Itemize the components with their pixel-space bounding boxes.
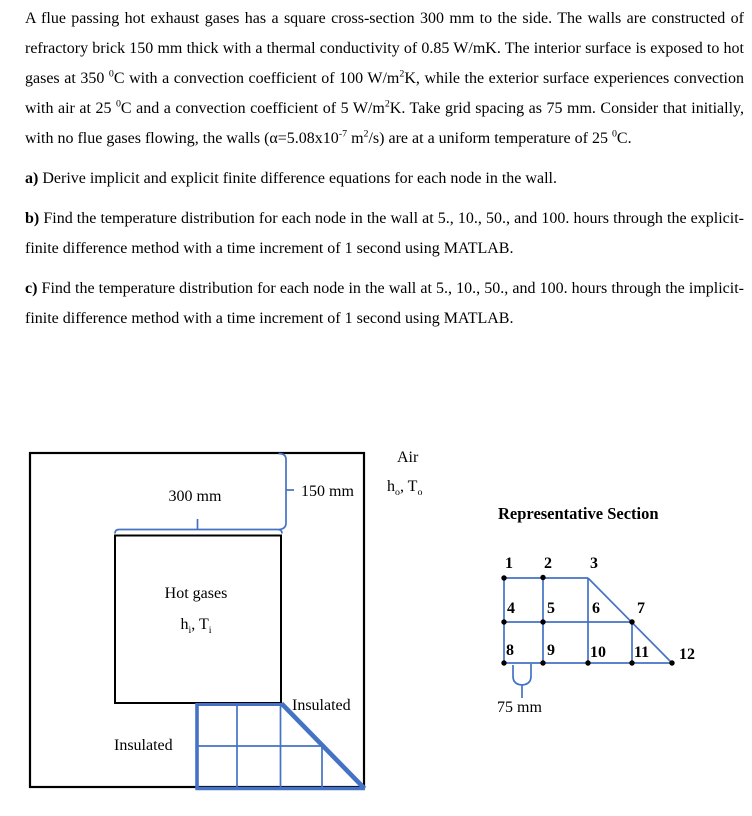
node-label-7: 7	[637, 600, 645, 617]
node-dot-7	[629, 619, 634, 624]
node-label-3: 3	[590, 555, 598, 572]
node-label-2: 2	[544, 555, 552, 572]
node-label-1: 1	[505, 555, 513, 572]
node-label-5: 5	[547, 600, 555, 617]
air-coefficient-label: $h_o$, $T_o$	[387, 478, 423, 499]
dim-150mm-brace	[279, 454, 287, 530]
dim-75mm-label: 75 mm	[497, 699, 542, 716]
part-c-text: Find the temperature distribution for each node in the wall at 5., 10., 50., and 100. hours through the implicit-finite difference method with a time increment of 1 second using MATLAB.	[25, 280, 744, 327]
hot-gases-coefficient-label: $h_i$, $T_i$	[180, 616, 212, 637]
node-dot-10	[585, 660, 590, 665]
node-dot-8	[501, 660, 506, 665]
node-dot-12	[669, 660, 674, 665]
node-dot-2	[540, 575, 545, 580]
node-label-11: 11	[634, 644, 650, 661]
part-c-label: c)	[25, 280, 38, 297]
dim-75mm-brace	[513, 664, 531, 698]
dim-300mm-label: 300 mm	[168, 488, 222, 505]
node-label-8: 8	[506, 642, 514, 659]
part-b-label: b)	[25, 210, 40, 227]
insulated-left-label: Insulated	[114, 737, 173, 754]
hot-gases-label: Hot gases	[164, 585, 228, 602]
node-label-4: 4	[507, 600, 515, 617]
insulated-right-label: Insulated	[292, 697, 351, 714]
node-label-10: 10	[590, 644, 606, 661]
part-b-text: Find the temperature distribution for each node in the wall at 5., 10., 50., and 100. hours through the explicit-finite difference method with a time increment of 1 second using MATLAB.	[25, 210, 744, 257]
node-dot-4	[501, 619, 506, 624]
node-dot-9	[540, 660, 545, 665]
dim-300mm-brace	[115, 530, 282, 534]
node-label-9: 9	[547, 642, 555, 659]
node-dot-1	[501, 575, 506, 580]
node-dot-11	[629, 660, 634, 665]
part-a-text: Derive implicit and explicit finite difference equations for each node in the wall.	[38, 170, 557, 187]
node-label-12: 12	[679, 646, 695, 663]
air-label: Air	[397, 449, 419, 466]
dim-150mm-label: 150 mm	[301, 483, 354, 500]
node-label-6: 6	[592, 600, 600, 617]
representative-section-title: Representative Section	[498, 504, 659, 523]
problem-intro: A flue passing hot exhaust gases has a square cross-section 300 mm to the side. The walls are constructed of refractory brick 150 mm thick with a thermal conductivity of 0.85 W/mK. The interior surface is exposed to hot gases at 350 $^0$C with a convection coefficient of 100 $W/m^2K$, while the exterior surface experiences convection with air at 25 $^0$C and a convection coefficient of 5 $W/m^2K$. Take grid spacing as 75 mm. Consider that initially, with no flue gases flowing, the walls ($\alpha=5.08x10^{-7}$ $m^2/s$) are at a uniform temperature of 25 $^0$C.	[25, 10, 745, 147]
part-a-label: a)	[25, 170, 39, 187]
node-dot-5	[540, 619, 545, 624]
